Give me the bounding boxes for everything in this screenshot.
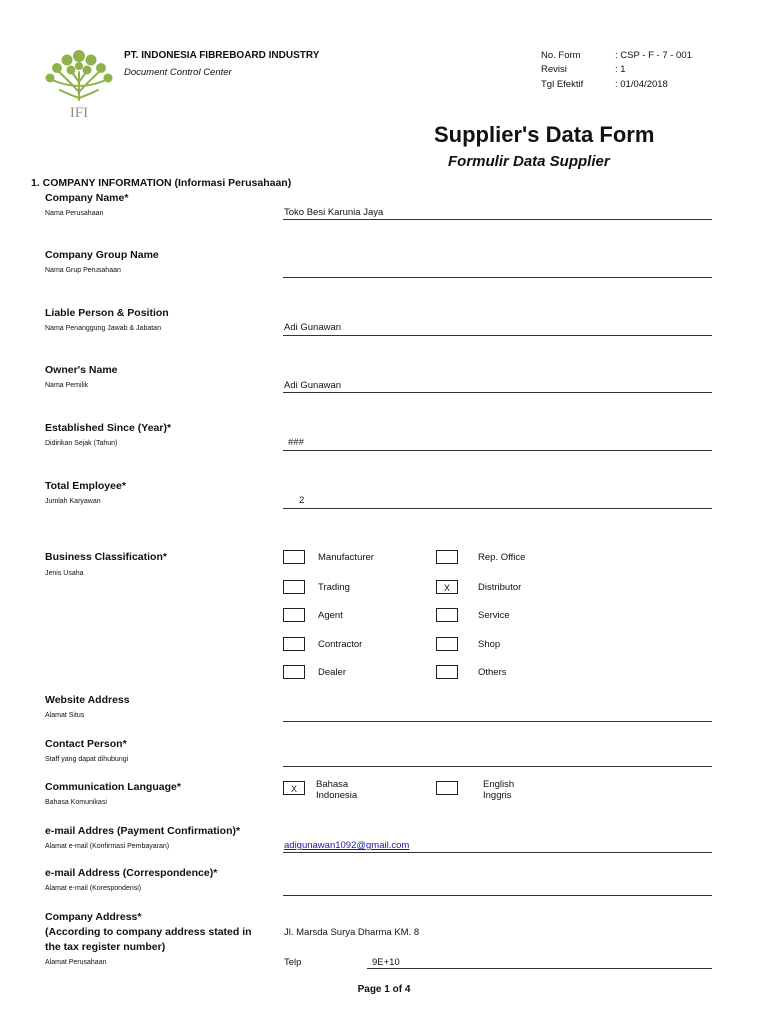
contact-label: Contact Person* xyxy=(45,738,127,750)
option-contractor: Contractor xyxy=(318,639,363,650)
owner-sublabel: Nama Pemilik xyxy=(45,382,89,389)
checkbox-rep-office[interactable] xyxy=(436,550,458,564)
telp-field[interactable]: 9E+10 xyxy=(372,957,400,968)
checkbox-english[interactable] xyxy=(436,781,458,795)
website-label: Website Address xyxy=(45,694,130,706)
company-name-sublabel: Nama Perusahaan xyxy=(45,210,104,217)
option-bahasa-line2: Indonesia xyxy=(316,790,358,801)
option-service: Service xyxy=(478,610,510,621)
liable-person-field[interactable]: Adi Gunawan xyxy=(284,322,342,333)
department-name: Document Control Center xyxy=(124,67,232,78)
employees-label: Total Employee* xyxy=(45,480,126,492)
address-label: Company Address* xyxy=(45,911,142,923)
address-sublabel: Alamat Perusahaan xyxy=(45,959,107,966)
telp-label: Telp xyxy=(284,957,302,968)
website-sublabel: Alamat Situs xyxy=(45,712,85,719)
employees-underline xyxy=(283,508,712,509)
company-logo xyxy=(40,42,118,120)
company-name-label: Company Name* xyxy=(45,192,129,204)
email-payment-field[interactable]: adigunawan1092@gmail.com xyxy=(284,840,410,851)
employees-field[interactable]: 2 xyxy=(299,495,305,506)
address-note-line1: (According to company address stated in xyxy=(45,926,252,938)
group-name-underline xyxy=(283,277,712,278)
option-english xyxy=(483,779,514,801)
company-name-underline xyxy=(283,219,712,220)
website-underline xyxy=(283,721,712,722)
employees-sublabel: Jumlah Karyawan xyxy=(45,498,101,505)
contact-sublabel: Staff yang dapat dihubungi xyxy=(45,756,129,763)
page-subtitle: Formulir Data Supplier xyxy=(448,153,610,170)
option-bahasa xyxy=(316,779,357,801)
option-rep-office: Rep. Office xyxy=(478,552,526,563)
option-trading: Trading xyxy=(318,582,350,593)
established-underline xyxy=(283,450,712,451)
checkbox-shop[interactable] xyxy=(436,637,458,651)
liable-person-label: Liable Person & Position xyxy=(45,307,169,319)
form-number-value: : CSP - F - 7 - 001 xyxy=(615,50,692,61)
established-sublabel: Didirikan Sejak (Tahun) xyxy=(45,440,118,447)
language-label: Communication Language* xyxy=(45,781,181,793)
contact-underline xyxy=(283,766,712,767)
option-distributor: Distributor xyxy=(478,582,522,593)
checkbox-others[interactable] xyxy=(436,665,458,679)
company-name-field[interactable]: Toko Besi Karunia Jaya xyxy=(284,207,384,218)
effective-date-value: : 01/04/2018 xyxy=(615,79,668,90)
section-heading: 1. COMPANY INFORMATION (Informasi Perusahaan) xyxy=(31,177,292,189)
group-name-label: Company Group Name xyxy=(45,249,159,261)
email-payment-sublabel: Alamat e-mail (Konfirmasi Pembayaran) xyxy=(45,843,170,850)
business-label: Business Classification* xyxy=(45,551,167,563)
checkbox-agent[interactable] xyxy=(283,608,305,622)
option-manufacturer: Manufacturer xyxy=(318,552,374,563)
option-english-line2: Inggris xyxy=(483,790,512,801)
checkbox-service[interactable] xyxy=(436,608,458,622)
group-name-sublabel: Nama Grup Perusahaan xyxy=(45,267,121,274)
page-title: Supplier's Data Form xyxy=(434,122,655,147)
owner-field[interactable]: Adi Gunawan xyxy=(284,380,342,391)
checkbox-dealer[interactable] xyxy=(283,665,305,679)
company-name: PT. INDONESIA FIBREBOARD INDUSTRY xyxy=(124,50,320,61)
owner-label: Owner's Name xyxy=(45,364,118,376)
email-corr-label: e-mail Address (Correspondence)* xyxy=(45,867,218,879)
option-bahasa-line1: Bahasa xyxy=(316,779,349,790)
established-label: Established Since (Year)* xyxy=(45,422,172,434)
email-corr-underline xyxy=(283,895,712,896)
effective-date-label: Tgl Efektif xyxy=(541,79,584,90)
option-english-line1: English xyxy=(483,779,515,790)
liable-person-sublabel: Nama Penanggung Jawab & Jabatan xyxy=(45,325,161,332)
liable-person-underline xyxy=(283,335,712,336)
business-sublabel: Jenis Usaha xyxy=(45,570,84,577)
logo-text: IFI xyxy=(69,105,89,120)
email-payment-label: e-mail Addres (Payment Confirmation)* xyxy=(45,825,241,837)
option-others: Others xyxy=(478,667,507,678)
email-payment-underline xyxy=(283,852,712,853)
form-number-label: No. Form xyxy=(541,50,581,61)
revision-value: : 1 xyxy=(615,64,626,75)
option-agent: Agent xyxy=(318,610,343,621)
page-number: Page 1 of 4 xyxy=(357,984,411,995)
owner-underline xyxy=(283,392,712,393)
checkbox-distributor[interactable]: X xyxy=(436,580,458,594)
language-sublabel: Bahasa Komunikasi xyxy=(45,799,107,806)
checkbox-trading[interactable] xyxy=(283,580,305,594)
address-field[interactable]: Jl. Marsda Surya Dharma KM. 8 xyxy=(284,927,420,938)
revision-label: Revisi xyxy=(541,64,567,75)
checkbox-contractor[interactable] xyxy=(283,637,305,651)
option-dealer: Dealer xyxy=(318,667,346,678)
telp-underline xyxy=(367,968,712,969)
checkbox-manufacturer[interactable] xyxy=(283,550,305,564)
option-shop: Shop xyxy=(478,639,501,650)
address-note-line2: the tax register number) xyxy=(45,941,166,953)
email-corr-sublabel: Alamat e-mail (Korespondensi) xyxy=(45,885,142,892)
established-field[interactable]: ### xyxy=(288,437,304,448)
tree-icon xyxy=(40,42,118,120)
checkbox-bahasa[interactable]: X xyxy=(283,781,305,795)
